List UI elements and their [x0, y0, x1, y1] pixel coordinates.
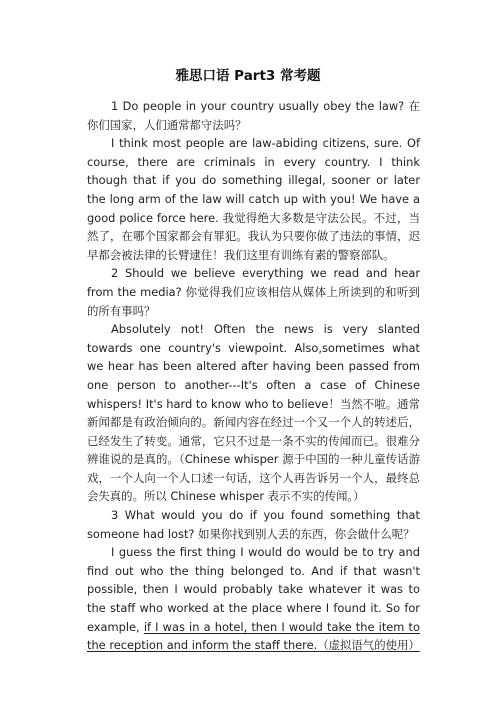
document-title: 雅思口语 Part3 常考题 — [175, 68, 321, 84]
answer-3-text: I guess the first thing I would do would be to try and find out who the thing belonged to. And if that wasn't possible, then I would probably take whatever it was to the staff who worked at the place where I found it. So for example, — [87, 545, 420, 634]
question-1: 1 Do people in your country usually obey the law? 在你们国家，人们通常都守法吗？ — [87, 99, 420, 132]
question-3: 3 What would you do if you found something that someone had lost? 如果你找到别人丢的东西，你会做什么呢？ — [87, 508, 420, 541]
grammar-note: （虚拟语气的使用） — [317, 638, 420, 653]
answer-1: I think most people are law-abiding citizens, sure. Of course, there are criminals in every country. I think though that if you do something illegal, sooner or later the long arm of the law will catch up with you! We have a good police force here. 我觉得绝大多数是守法公民。不过，当然了，在哪个国家都会有罪犯。我认为只要你做了违法的事情，迟早都会被法律的长臂逮住！我们这里有训练有素的警察部队。 — [87, 136, 420, 262]
answer-3-underlined-text: if I was in a hotel, then I would take the item to the reception and inform the staff there. — [87, 619, 420, 653]
answer-2: Absolutely not! Often the news is very slanted towards one country's viewpoint. Also,sometimes what we hear has been altered after having been passed from one person to another---It's often a case of Chinese whispers! It's hard to know who to believe！当然不啦。通常新闻都是有政治倾向的。新闻内容在经过一个又一个人的转述后，已经发生了转变。通常，它只不过是一条不实的传闻而已。很难分辨谁说的是真的。（Chinese whisper 源于中国的一种儿童传话游戏，一个人向一个人口述一句话，这个人再告诉另一个人，最终总会失真的。所以 Chinese whisper 表示不实的传闻。） — [87, 322, 420, 504]
document-body — [87, 97, 420, 655]
answer-3 — [87, 543, 420, 655]
question-2: 2 Should we believe everything we read and hear from the media? 你觉得我们应该相信从媒体上所读到的和听到的所有事吗？ — [87, 266, 420, 318]
